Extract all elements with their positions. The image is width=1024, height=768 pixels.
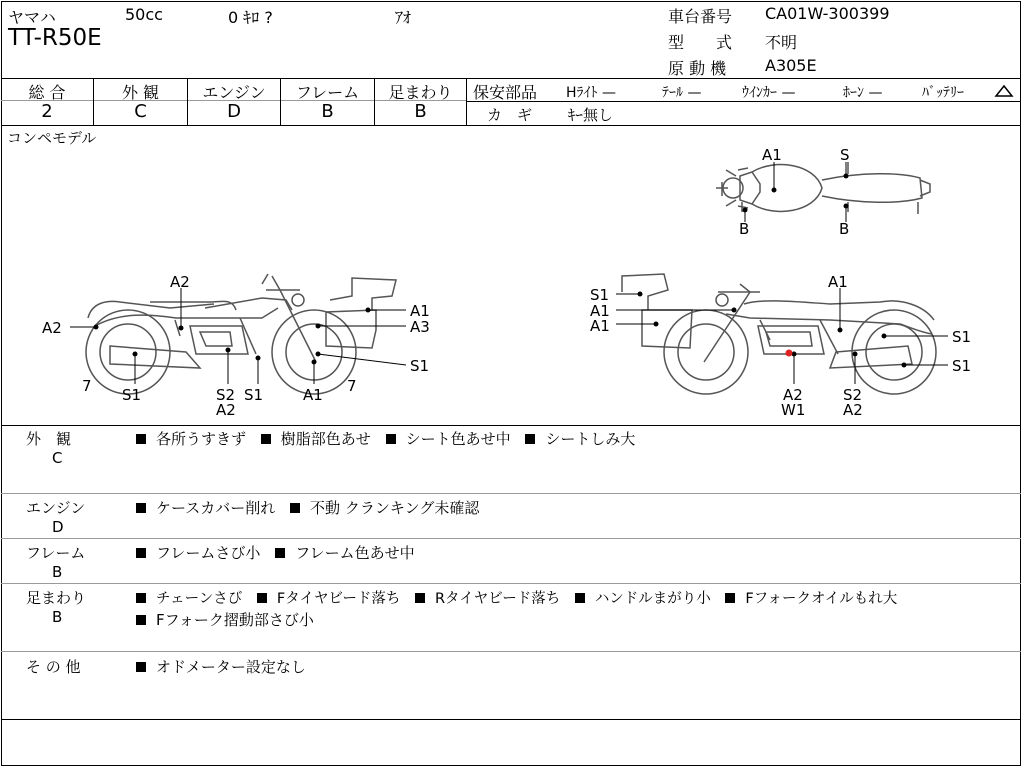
- remark-label-engine: エンジン: [26, 499, 86, 517]
- diagram-caption: コンペモデル: [7, 129, 97, 147]
- key-value: ｷｰ無し: [568, 106, 614, 124]
- left-label-6: 7: [82, 377, 92, 395]
- remarks-divider-1: [1, 493, 1021, 494]
- bike-top-view: [716, 162, 930, 214]
- safety-winker: ｳｲﾝｶｰ —: [742, 85, 796, 101]
- remark-items-engine: [136, 497, 489, 518]
- remark-items-suspension-2: [136, 609, 324, 630]
- safety-horn: ﾎｰﾝ —: [843, 85, 883, 101]
- right-label-5: S1: [952, 328, 972, 346]
- grade-exterior: C: [134, 101, 147, 122]
- remark-item: ケースカバー削れ: [156, 499, 276, 517]
- color: ｱｵ: [395, 8, 412, 27]
- remark-grade-exterior: C: [52, 449, 63, 467]
- remark-item: Fフォークオイルもれ大: [745, 591, 898, 607]
- remark-items-frame: [136, 542, 425, 563]
- bike-left-view: [86, 274, 396, 394]
- diagram-bottom-line: [1, 425, 1021, 426]
- bike-right-view: [622, 274, 936, 394]
- left-label-3: A1: [410, 302, 430, 320]
- safety-battery: ﾊﾞｯﾃﾘｰ: [922, 85, 964, 101]
- right-label-1: A1: [828, 273, 848, 291]
- right-label-8: W1: [781, 401, 806, 419]
- remark-label-frame: フレーム: [26, 544, 86, 562]
- grade-engine: D: [227, 101, 241, 122]
- remark-item: Fタイヤビード落ち: [276, 591, 401, 607]
- key-label: カ ギ: [487, 106, 533, 124]
- bullet-icon: [386, 434, 396, 444]
- left-label-10: S1: [244, 386, 264, 404]
- engine-label: 原 動 機: [668, 59, 727, 78]
- right-label-4: A1: [590, 317, 610, 335]
- bullet-icon: [136, 503, 146, 513]
- left-label-4: A3: [410, 318, 430, 336]
- damage-diagram: [0, 140, 1024, 425]
- grade-header-overall: 総 合: [28, 83, 66, 102]
- left-label-11: A1: [303, 386, 323, 404]
- left-label-12: 7: [347, 377, 357, 395]
- grade-top-line: [1, 78, 1021, 79]
- frame-no-label: 車台番号: [668, 7, 733, 26]
- right-label-6: S1: [952, 357, 972, 375]
- left-label-9: A2: [216, 401, 236, 419]
- top-label-s: S: [840, 146, 850, 164]
- remark-item: Fフォーク摺動部さび小: [156, 611, 314, 629]
- grade-header-exterior: 外 観: [121, 83, 160, 102]
- bullet-icon: [275, 548, 285, 558]
- grade-header-engine: エンジン: [202, 83, 266, 102]
- remark-item: フレーム色あせ中: [295, 544, 415, 562]
- right-label-3: A1: [590, 302, 610, 320]
- remarks-divider-2: [1, 538, 1021, 539]
- right-label-9: S2: [843, 386, 863, 404]
- bullet-icon: [525, 434, 535, 444]
- grade-overall: 2: [41, 101, 53, 122]
- top-label-b-front: B: [739, 220, 750, 238]
- remark-item: オドメーター設定なし: [156, 658, 306, 676]
- right-label-10: A2: [843, 401, 863, 419]
- remark-items-exterior: [136, 428, 645, 449]
- bullet-icon: [415, 593, 425, 603]
- safety-tail: ﾃｰﾙ —: [662, 85, 702, 101]
- bullet-icon: [136, 434, 146, 444]
- bullet-icon: [261, 434, 271, 444]
- bullet-icon: [136, 615, 146, 625]
- remark-item: 樹脂部色あせ: [280, 430, 371, 448]
- triangle-icon: [994, 84, 1014, 98]
- remark-item: シート色あせ中: [405, 430, 511, 448]
- right-label-7: A2: [783, 386, 803, 404]
- remark-items-suspension: [136, 587, 907, 608]
- remark-item: ハンドルまがり小: [594, 591, 711, 607]
- top-label-a1: A1: [762, 146, 782, 164]
- remark-label-other: そ の 他: [26, 658, 81, 676]
- model-name: TT-R50E: [8, 25, 102, 51]
- remark-items-other: [136, 656, 316, 677]
- type-value: 不明: [765, 33, 798, 52]
- bullet-icon: [136, 662, 146, 672]
- grade-header-frame: フレーム: [295, 83, 360, 102]
- safety-label: 保安部品: [473, 83, 538, 102]
- frame-no: CA01W-300399: [765, 4, 890, 23]
- remarks-bottom-line: [1, 719, 1021, 720]
- engine-value: A305E: [765, 56, 817, 75]
- remark-grade-suspension: B: [52, 608, 63, 626]
- bullet-icon: [725, 593, 735, 603]
- bullet-icon: [136, 593, 146, 603]
- remark-item: 不動 クランキング未確認: [310, 499, 480, 517]
- remark-item: フレームさび小: [156, 544, 261, 562]
- left-label-7: S1: [122, 386, 142, 404]
- remarks-divider-4: [1, 651, 1021, 652]
- right-label-2: S1: [590, 286, 610, 304]
- bullet-icon: [290, 503, 300, 513]
- remark-label-exterior: 外 観: [26, 430, 72, 448]
- bullet-icon: [136, 548, 146, 558]
- mileage: 0 ｷﾛ ?: [228, 8, 273, 27]
- left-label-5: S1: [410, 357, 430, 375]
- grade-header-suspension: 足まわり: [388, 83, 453, 102]
- type-label: 型 式: [668, 33, 733, 52]
- displacement: 50cc: [125, 5, 163, 24]
- remark-item: Rタイヤビード落ち: [434, 591, 561, 607]
- remark-grade-frame: B: [52, 563, 63, 581]
- grade-frame: B: [321, 101, 334, 122]
- maker: ヤマハ: [8, 8, 56, 27]
- left-label-2: A2: [42, 319, 62, 337]
- remark-item: チェーンさび: [156, 591, 243, 607]
- top-label-b-rear: B: [839, 220, 850, 238]
- left-label-8: S2: [216, 386, 236, 404]
- remark-item: シートしみ大: [545, 430, 636, 448]
- grade-suspension: B: [414, 101, 427, 122]
- remarks-divider-3: [1, 583, 1021, 584]
- grade-bottom-line: [1, 125, 1021, 126]
- left-label-1: A2: [170, 273, 190, 291]
- bullet-icon: [257, 593, 267, 603]
- remark-label-suspension: 足まわり: [26, 589, 87, 607]
- remark-item: 各所うすきず: [156, 430, 247, 448]
- bullet-icon: [575, 593, 585, 603]
- remark-grade-engine: D: [52, 518, 64, 536]
- safety-headlight: Hﾗｲﾄ —: [566, 85, 616, 101]
